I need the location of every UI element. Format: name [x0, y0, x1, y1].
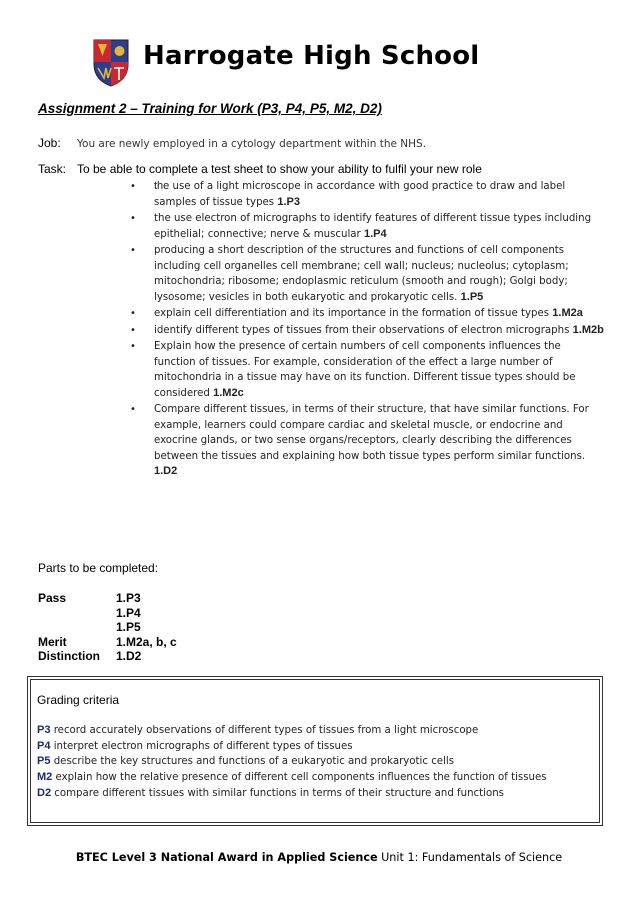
bullet-code: 1.M2a [552, 307, 583, 319]
task-label: Task: [38, 162, 67, 176]
bullet-lead: the [154, 180, 170, 192]
bullet-dot-icon: • [130, 324, 136, 336]
page-footer [0, 851, 638, 864]
school-crest-logo [92, 38, 130, 88]
bullet-dot-icon: • [130, 341, 136, 352]
parts-level: Pass [38, 591, 67, 605]
criterion-text: record accurately observations of different types of tissues from a light microscope [50, 725, 479, 736]
bullet-dot-icon: • [130, 404, 136, 415]
parts-level: Merit [38, 634, 67, 649]
criterion-item [37, 754, 591, 770]
criterion-code: P4 [37, 739, 51, 752]
task-bullet-list [126, 179, 604, 481]
parts-item: 1.P4 [116, 605, 141, 620]
footer-course: BTEC Level 3 National Award in Applied Science [75, 851, 378, 864]
parts-table [38, 591, 177, 664]
parts-row [38, 591, 177, 606]
criterion-item [37, 723, 591, 739]
bullet-code: 1.P4 [363, 227, 387, 240]
parts-level: Distinction [38, 649, 100, 663]
bullet-code: 1.M2c [213, 386, 244, 399]
parts-title: Parts to be completed: [38, 561, 159, 575]
bullet-text: identify different types of tissues from their observations of electron micrographs [154, 324, 573, 336]
school-name: Harrogate High School [143, 41, 480, 71]
parts-level [38, 606, 116, 621]
bullet-item [126, 243, 604, 305]
bullet-item [126, 323, 604, 339]
bullet-text: the use electron of micrographs to identify features of different tissue types including epithelial; connective; nerve & muscular [154, 213, 592, 240]
bullet-text: explain cell differentiation and its importance in the formation of tissue types [154, 308, 553, 319]
bullet-text: Compare different tissues, in terms of their structure, that have similar functions. For example, learners could compare cardiac and skeletal muscle, or endocrine and exocrine glands, or two sense organs/receptors, clearly describing the differences between the tissues and explaining how both tissue types perform similar functions. [154, 404, 589, 462]
grading-criteria-box [30, 679, 600, 823]
criterion-code: P5 [37, 755, 51, 768]
bullet-code: 1.P3 [277, 195, 300, 208]
job-text: You are newly employed in a cytology department within the NHS. [77, 138, 427, 150]
grading-title: Grading criteria [37, 693, 120, 707]
criterion-text: explain how the relative presence of different cell components influences the function of tissues [52, 772, 547, 784]
parts-item: 1.D2 [116, 649, 142, 663]
bullet-dot-icon: • [130, 181, 136, 192]
parts-level [38, 620, 116, 635]
job-label: Job: [38, 136, 61, 150]
parts-row [38, 635, 177, 650]
criterion-text: interpret electron micrographs of different types of tissues [50, 740, 353, 752]
bullet-item [126, 211, 604, 242]
criterion-text: describe the key structures and functions of a eukaryotic and prokaryotic cells [50, 756, 455, 768]
bullet-dot-icon: • [130, 308, 136, 319]
bullet-text: use of a light microscope in accordance with good practice to draw and label samples of tissue types [154, 181, 566, 208]
parts-row [38, 620, 177, 635]
bullet-item [126, 306, 604, 322]
bullet-text: Explain how the presence of certain numbers of cell components influences the function of tissues. For example, consideration of the effect a large number of mitochondria in a tissue may have on its function. Different tissue types should be considered [154, 341, 576, 399]
criterion-code: D2 [37, 786, 52, 799]
bullet-dot-icon: • [130, 213, 136, 224]
parts-row [38, 606, 177, 621]
criterion-text: compare different tissues with similar functions in terms of their structure and functions [51, 787, 504, 799]
parts-item: 1.M2a, b, c [116, 634, 177, 649]
parts-item: 1.P5 [116, 620, 141, 634]
criterion-item [37, 739, 591, 755]
criterion-code: P3 [37, 724, 51, 736]
assignment-title: Assignment 2 – Training for Work (P3, P4, P5, M2, D2) [38, 101, 382, 116]
parts-item: 1.P3 [116, 591, 141, 605]
parts-row [38, 649, 177, 664]
criterion-item [37, 770, 591, 786]
bullet-code: 1.P5 [460, 290, 484, 303]
bullet-code: 1.M2b [572, 323, 604, 336]
task-text: To be able to complete a test sheet to show your ability to fulfil your new role [77, 162, 482, 176]
task-line [38, 162, 482, 176]
criterion-item [37, 786, 591, 802]
grading-criteria-list [37, 723, 591, 802]
bullet-item [126, 402, 604, 480]
bullet-item [126, 179, 604, 210]
bullet-text: producing a short description of the structures and functions of cell components including cell organelles cell membrane; cell wall; nucleus; nucleolus; cytoplasm; mitochondria; ribosome; endoplasmic reticulum (smooth and rough); Golgi body; lysosome; vesicles in both eukaryotic and prokaryotic cells. [154, 245, 569, 303]
bullet-dot-icon: • [130, 245, 136, 256]
criterion-code: M2 [37, 771, 53, 784]
job-line [38, 136, 426, 150]
bullet-code: 1.D2 [154, 465, 178, 477]
bullet-item [126, 339, 604, 401]
footer-unit: Unit 1: Fundamentals of Science [377, 851, 563, 864]
